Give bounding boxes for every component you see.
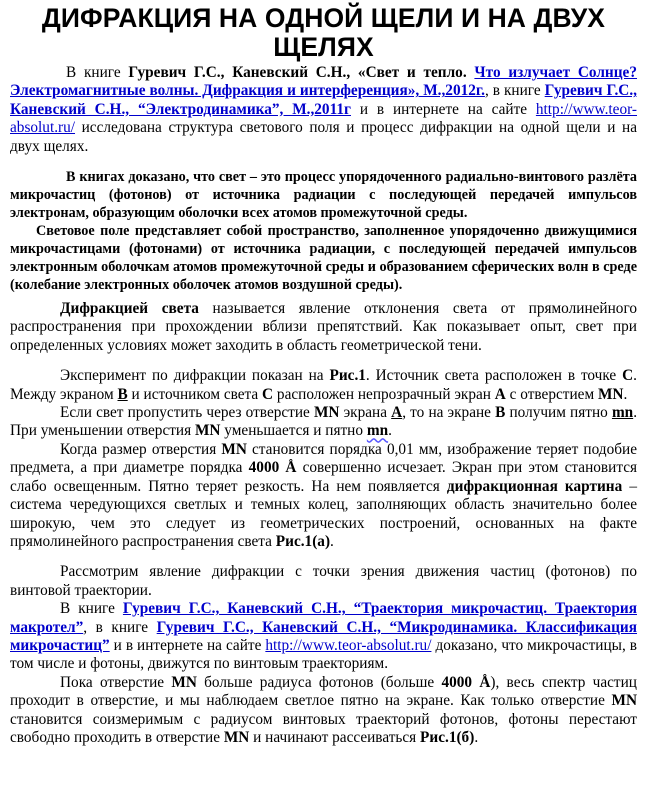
term-diffraction-pattern: дифракционная картина bbox=[446, 477, 623, 495]
book-reference-bold: Гуревич Г.С., Каневский С.Н., «Свет и тепло. bbox=[128, 64, 475, 81]
figure-ref-1b: Рис.1(б) bbox=[420, 728, 475, 746]
book-link-elektrodinamika[interactable]: Гуревич Г.С., Каневский С.Н., “Электродинамика”, М.,2011г bbox=[10, 82, 637, 118]
paragraph-light-definition: В книгах доказано, что свет – это процесс упорядоченного радиально-винтового разлёта микрочастиц (фотонов) от источника радиации с последующей передачей импульсов электронам, образующим оболочки всех атомов промежуточной среды. bbox=[10, 169, 637, 222]
paragraph-light-field: Световое поле представляет собой пространство, заполненное упорядоченно движущимися микрочастицами (фотонами) от источника радиации, с последующей передачей импульсов электронным оболочкам атомов промежуточной среды и образованием сферических волн в среде (колебание электронных оболочек атомов воздушной среды). bbox=[10, 223, 637, 294]
paragraph-spot: Если свет пропустить через отверстие MN экрана А, то на экране В получим пятно mn. При уменьшении отверстия MN уменьшается и пятно mn. bbox=[10, 404, 638, 440]
paragraph-scattering: Пока отверстие MN больше радиуса фотонов (больше 4000 Å), весь спектр частиц проходит в отверстие, и мы наблюдаем светлое пятно на экране. Как только отверстие MN становится соизмеримым с радиусом винтовых траекторий фотонов, фотоны перестают свободно проходить в отверстие MN и начинают рассеиваться Рис.1(б). bbox=[10, 673, 637, 746]
paragraph-diffraction-definition: Дифракцией света называется явление отклонения света от прямолинейного распространения при прохождении вблизи препятствий. Как показывает опыт, свет при определенных условиях может заходить в область геометрической тени. bbox=[10, 300, 637, 354]
paragraph-intro: В книге Гуревич Г.С., Каневский С.Н., «Свет и тепло. Что излучает Солнце? Электромагнитные волны. Дифракция и интерференция», М.,2012г., в книге Гуревич Г.С., Каневский С.Н., “Электродинамика”, М.,2011г и в интернете на сайте http://www.teor-absolut.ru/ исследована структура светового поля и процесс дифракции на одной щели и на двух щелях. bbox=[10, 64, 637, 155]
document-title: ДИФРАКЦИЯ НА ОДНОЙ ЩЕЛИ И НА ДВУХ ЩЕЛЯХ bbox=[41, 3, 606, 62]
book-link-svet-i-teplo[interactable]: Что излучает Солнце? Электромагнитные волны. Дифракция и интерференция», М.,2012г. bbox=[10, 64, 637, 100]
paragraph-diffraction-pattern: Когда размер отверстия MN становится порядка 0,01 мм, изображение теряет подобие предмета, а при диаметре порядка 4000 Å совершенно исчезает. Экран при этом становится слабо освещенным. Пятно теряет резкость. На нем появляется дифракционная картина – система чередующихся светлых и темных колец, заполняющих область значительно более широкую, чем это следует из геометрических построений, основанных на факте прямолинейного распространения света Рис.1(а). bbox=[10, 440, 638, 550]
figure-ref-1a: Рис.1(а) bbox=[275, 532, 331, 550]
paragraph-consider: Рассмотрим явление дифракции с точки зрения движения частиц (фотонов) по винтовой траектории. bbox=[10, 563, 637, 599]
book-link-trajectory[interactable]: Гуревич Г.С., Каневский С.Н., “Траектория микрочастиц. Траектория макротел” bbox=[10, 600, 637, 636]
website-link[interactable]: http://www.teor-absolut.ru/ bbox=[10, 100, 637, 137]
website-link-2[interactable]: http://www.teor-absolut.ru/ bbox=[265, 636, 432, 654]
term-diffraction: Дифракцией света bbox=[60, 300, 199, 318]
book-link-microdynamics[interactable]: Гуревич Г.С., Каневский С.Н., “Микродинамика. Классификация микрочастиц” bbox=[10, 618, 637, 654]
figure-ref: Рис.1 bbox=[329, 367, 366, 385]
paragraph-books-trajectory: В книге Гуревич Г.С., Каневский С.Н., “Траектория микрочастиц. Траектория макротел”, в книге Гуревич Г.С., Каневский С.Н., “Микродинамика. Классификация микрочастиц” и в интернете на сайте http://www.teor-absolut.ru/ доказано, что микрочастицы, в том числе и фотоны, движутся по винтовым траекториям. bbox=[10, 600, 637, 673]
paragraph-experiment: Эксперимент по дифракции показан на Рис.1. Источник света расположен в точке С. Между экраном В и источником света С расположен непрозрачный экран А с отверстием MN. bbox=[10, 367, 637, 403]
